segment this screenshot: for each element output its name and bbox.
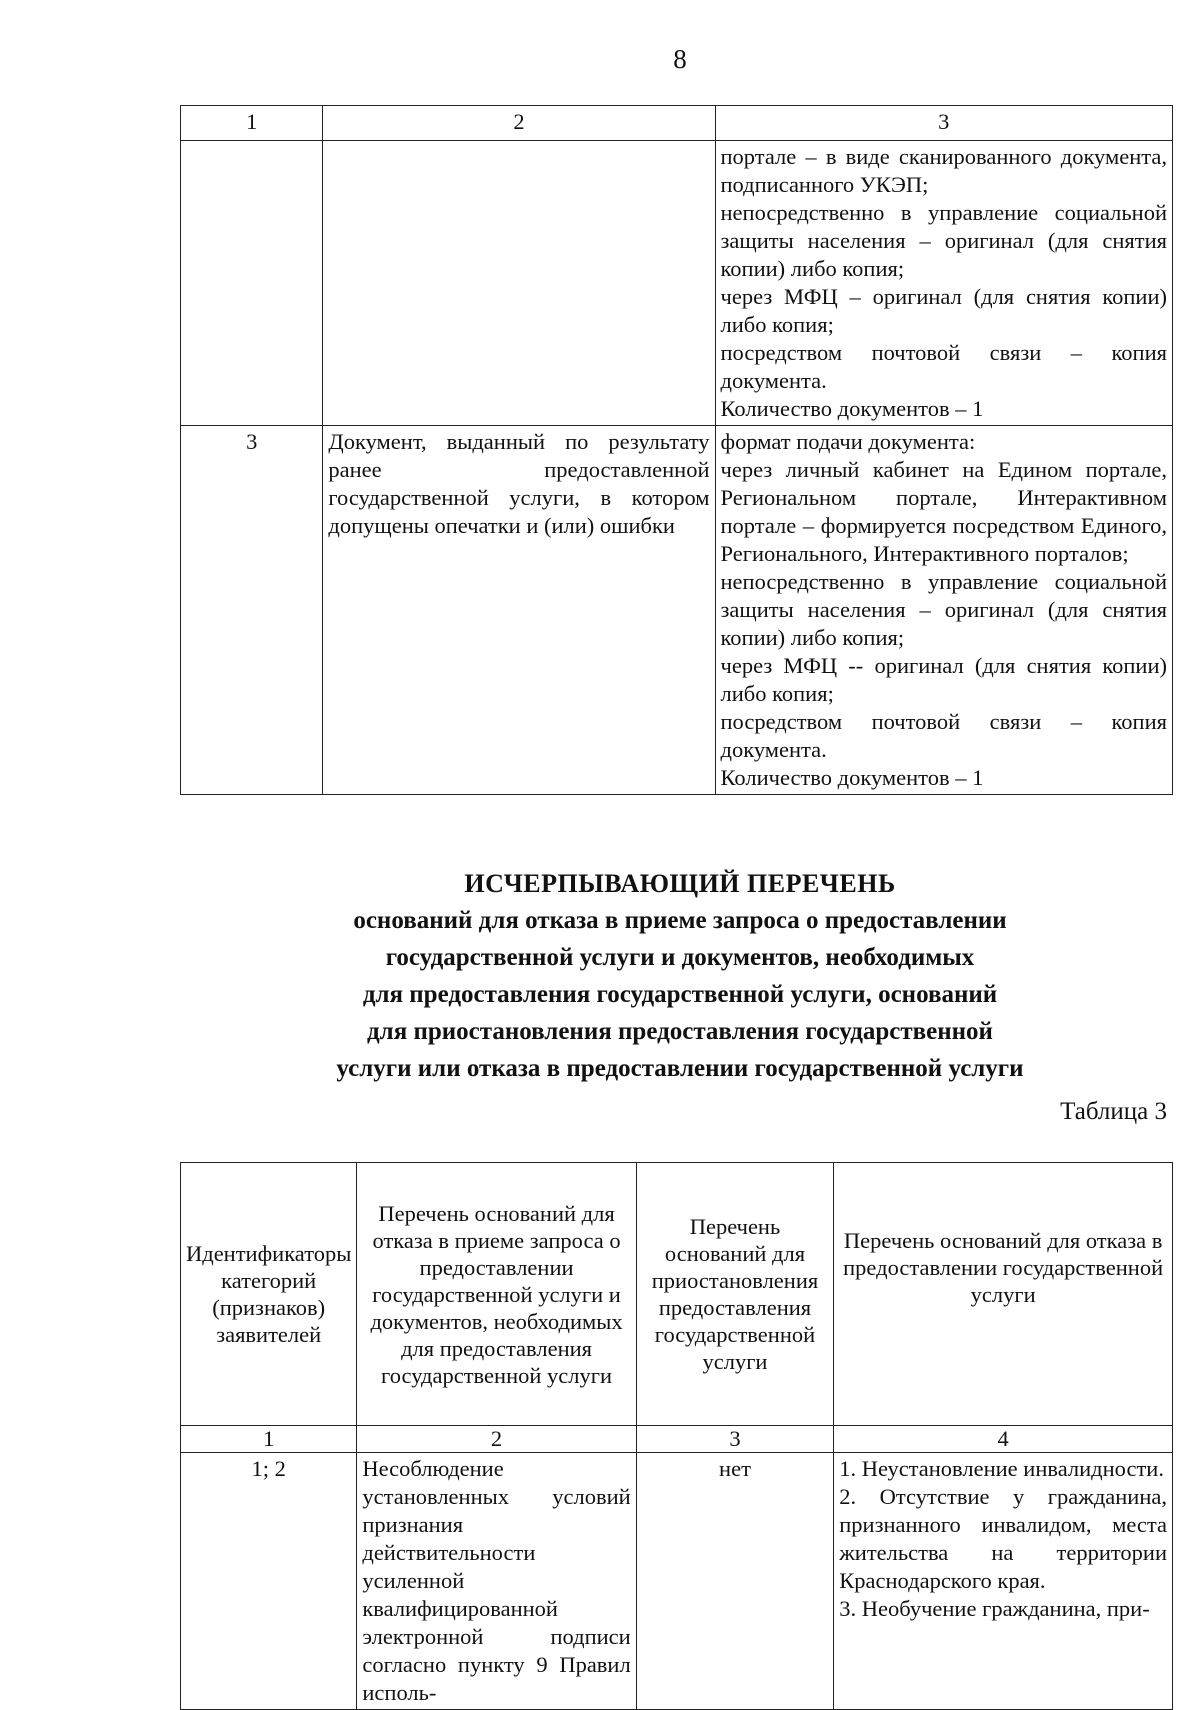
column-header: Идентификаторы категорий (признаков) заявителей [181,1163,357,1426]
column-header: Перечень оснований для отказа в приеме запроса о предоставлении государственной услуги и документов, необходимых для предоставления государственной услуги [357,1163,636,1426]
page-number: 8 [673,44,687,74]
column-number-3: 3 [636,1426,834,1453]
grounds-table [180,1162,1173,1710]
column-numbers-row [181,1426,1173,1453]
submission-format-cell: портале – в виде сканированного документа, подписанного УКЭП; непосредственно в управление социальной защиты населения – оригинал (для снятия копии) либо копия; через МФЦ – оригинал (для снятия копии) либо копия; посредством почтовой связи – копия документа. Количество документов – 1 [715,141,1172,426]
column-number-3: 3 [715,106,1172,141]
heading-line: для приостановления предоставления государственной [367,1018,993,1045]
column-number-1: 1 [181,1426,357,1453]
submission-format-cell: формат подачи документа: через личный кабинет на Едином портале, Региональном портале, Интерактивном портале – формируется посредством Единого, Регионального, Интерактивного порталов; непосредственно в управление социальной защиты населения – оригинал (для снятия копии) либо копия; через МФЦ -- оригинал (для снятия копии) либо копия; посредством почтовой связи – копия документа. Количество документов – 1 [715,426,1172,795]
column-number-2: 2 [357,1426,636,1453]
row-number-cell [181,141,323,426]
heading-line: государственной услуги и документов, необходимых [385,944,975,971]
column-header: Перечень оснований для отказа в предоставлении государственной услуги [834,1163,1173,1426]
refusal-grounds-cell: Несоблюдение установленных условий признания действительности усиленной квалифицированной электронной подписи согласно пункту 9 Правил исполь- [357,1453,636,1710]
table-row [181,1453,1173,1710]
table-header-row [181,1163,1173,1426]
table-label: Таблица 3 [1060,1098,1167,1125]
heading-line: для предоставления государственной услуги, оснований [362,981,998,1008]
table-row [181,426,1173,795]
table-row [181,141,1173,426]
documents-table-continued [180,105,1173,795]
heading-title: ИСЧЕРПЫВАЮЩИЙ ПЕРЕЧЕНЬ [464,869,896,898]
denial-grounds-cell: 1. Неустановление инвалидности. 2. Отсутствие у гражданина, признанного инвалидом, места жительства на территории Краснодарского края. 3. Необучение гражданина, при- [834,1453,1173,1710]
column-number-1: 1 [181,106,323,141]
row-number-cell: 3 [181,426,323,795]
section-heading [260,865,1100,1087]
suspension-grounds-cell: нет [636,1453,834,1710]
column-header: Перечень оснований для приостановления предоставления государственной услуги [636,1163,834,1426]
document-name-cell: Документ, выданный по результату ранее предоставленной государственной услуги, в котором допущены опечатки и (или) ошибки [323,426,715,795]
column-number-4: 4 [834,1426,1173,1453]
column-number-2: 2 [323,106,715,141]
heading-line: услуги или отказа в предоставлении государственной услуги [336,1055,1024,1082]
heading-line: оснований для отказа в приеме запроса о предоставлении [353,907,1007,934]
category-identifier-cell: 1; 2 [181,1453,357,1710]
table-header-row [181,106,1173,141]
document-name-cell [323,141,715,426]
